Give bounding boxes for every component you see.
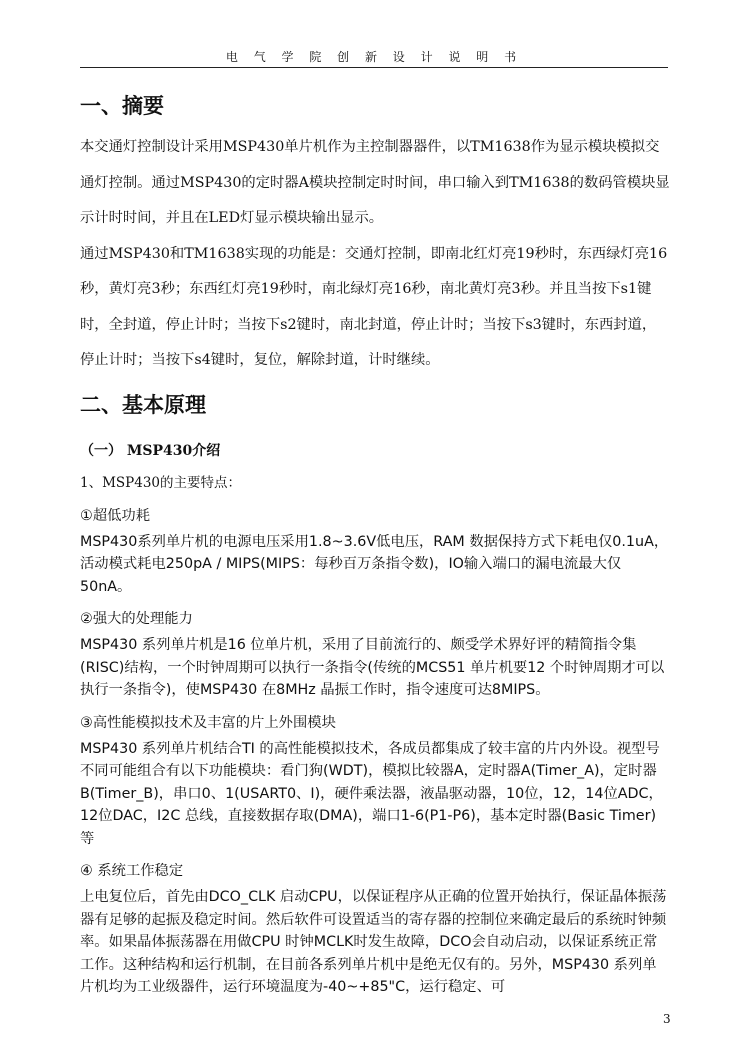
header-rule (80, 67, 668, 68)
features-heading: 1、MSP430的主要特点： (80, 474, 242, 491)
feature-3-text: MSP430 系列单片机结合TI 的高性能模拟技术，各成员都集成了较丰富的片内外设。视型号不同可能组合有以下功能模块：看门狗(WDT)，模拟比较器A，定时器A(Timer_A)，定时器B(Timer_B)，串口0、1(USART0、I)，硬件乘法器，液晶驱动器，10位，12，14位ADC，12位DAC，I2C 总线，直接数据存取(DMA)，端口1-6(P1-P6)，基本定时器(Basic Timer)等 (80, 740, 663, 847)
page-number: 3 (663, 1012, 671, 1026)
abstract-paragraph-2: 通过MSP430和TM1638实现的功能是：交通灯控制，即南北红灯亮19秒时，东西绿灯亮16秒，黄灯亮3秒；东西红灯亮19秒时，南北绿灯亮16秒，南北黄灯亮3秒。并且当按下s1键时，全封道，停止计时；当按下s2键时，南北封道，停止计时；当按下s3键时，东西封道，停止计时；当按下s4键时，复位，解除封道，计时继续。 (80, 245, 668, 368)
feature-4-title: ④ 系统工作稳定 (80, 863, 184, 879)
feature-2-title: ②强大的处理能力 (80, 611, 193, 627)
section-title-principle: 二、基本原理 (80, 392, 206, 417)
running-header: 电 气 学 院 创 新 设 计 说 明 书 (225, 50, 523, 64)
feature-1-text: MSP430系列单片机的电源电压采用1.8~3.6V低电压，RAM 数据保持方式下耗电仅0.1uA，活动模式耗电250pA / MIPS(MIPS：每秒百万条指令数)，IO输入端口的漏电流最大仅50nA。 (80, 533, 669, 595)
page-body (80, 90, 670, 999)
feature-2-text: MSP430 系列单片机是16 位单片机，采用了目前流行的、颇受学术界好评的精简指令集(RISC)结构，一个时钟周期可以执行一条指令(传统的MCS51 单片机要12 个时钟周期才可以执行一条指令)，使MSP430 在8MHz 晶振工作时，指令速度可达8MIPS。 (80, 637, 665, 698)
section-title-abstract: 一、摘要 (80, 94, 164, 118)
abstract-paragraph-1: 本交通灯控制设计采用MSP430单片机作为主控制器器件，以TM1638作为显示模块模拟交通灯控制。通过MSP430的定时器A模块控制定时时间，串口输入到TM1638的数码管模块显示计时时间，并且在LED灯显示模块输出显示。 (80, 139, 670, 226)
subsection-title-msp430: （一） MSP430介绍 (80, 442, 221, 459)
feature-3-title: ③高性能模拟技术及丰富的片上外围模块 (80, 714, 336, 731)
feature-1-title: ①超低功耗 (80, 507, 151, 524)
feature-4-text: 上电复位后，首先由DCO_CLK 启动CPU，以保证程序从正确的位置开始执行，保证晶体振荡器有足够的起振及稳定时间。然后软件可设置适当的寄存器的控制位来确定最后的系统时钟频率。如果晶体振荡器在用做CPU 时钟MCLK时发生故障，DCO会自动启动，以保证系统正常工作。这种结构和运行机制，在目前各系列单片机中是绝无仅有的。另外，MSP430 系列单片机均为工业级器件，运行环境温度为-40~+85"C，运行稳定、可 (80, 889, 667, 995)
